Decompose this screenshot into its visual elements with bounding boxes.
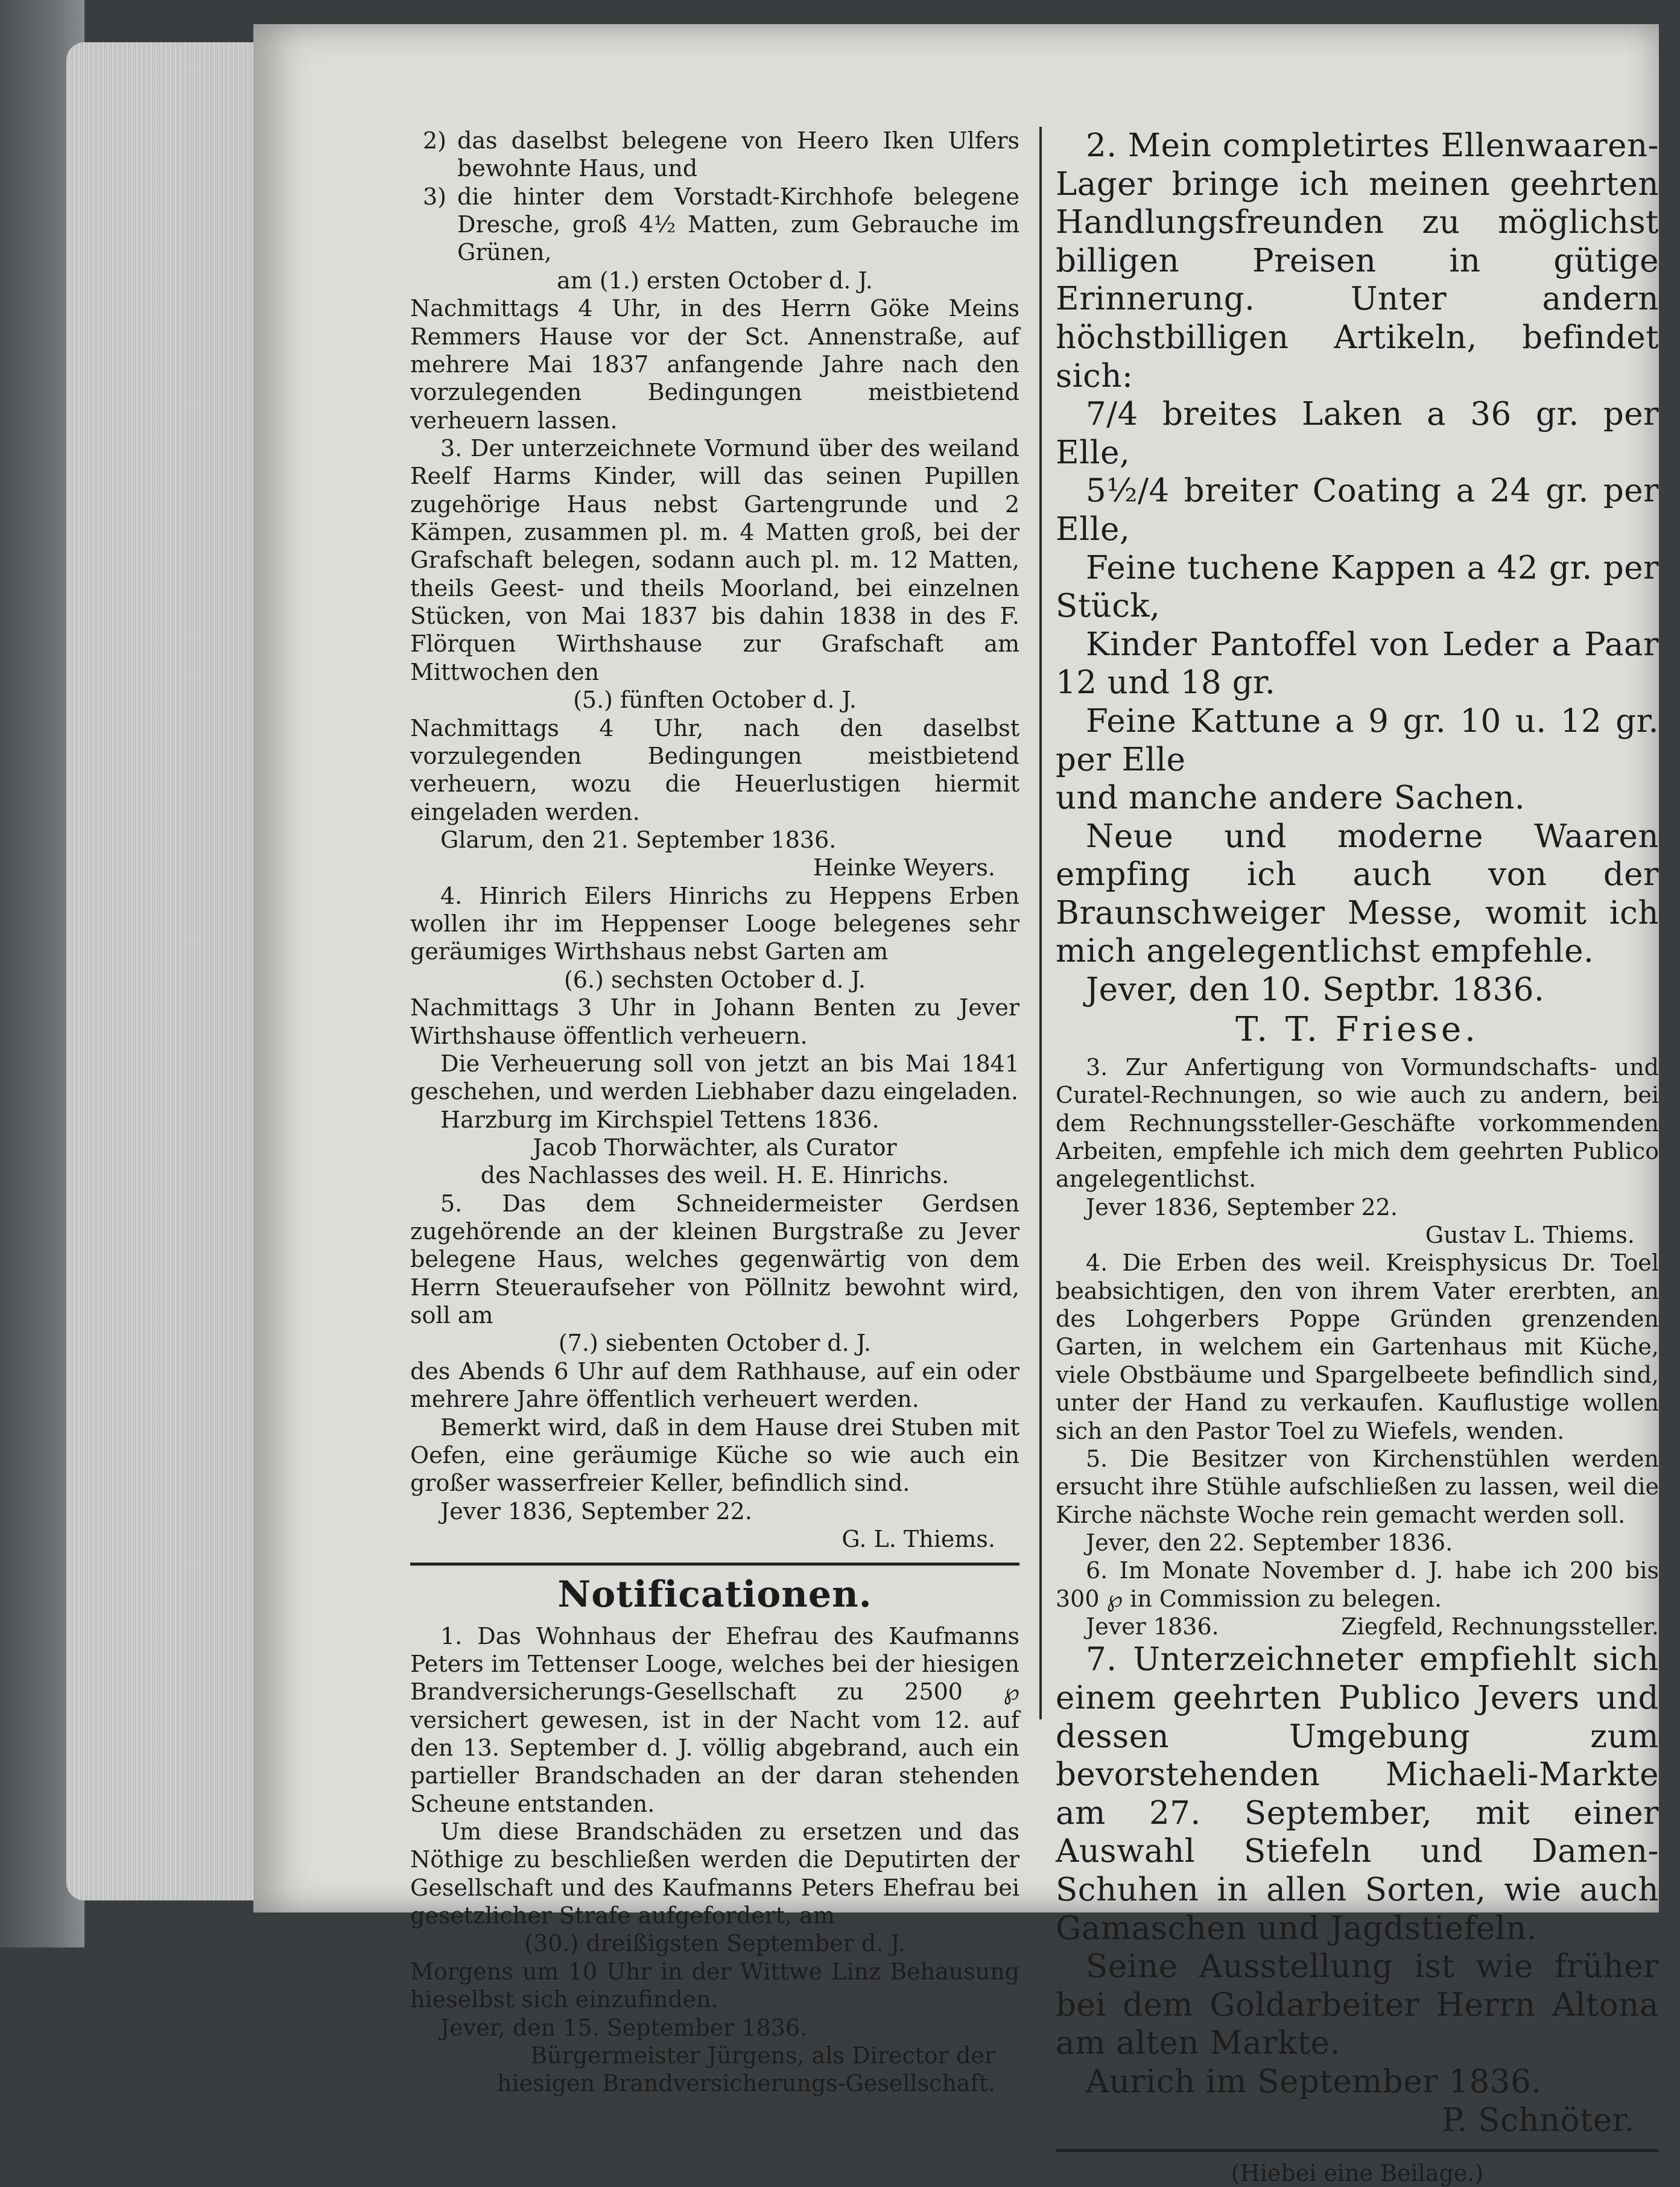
paragraph: 5. Die Besitzer von Kirchenstühlen werden ersucht ihre Stühle aufschließen zu lassen, weil die Kirche nächste Woche rein gemacht werden soll. xyxy=(1056,1445,1659,1528)
right-column xyxy=(1056,127,1659,2187)
date-line: (7.) siebenten October d. J. xyxy=(558,1330,872,1357)
item-text: das daselbst belegene von Heero Iken Ulfers bewohnte Haus, und xyxy=(457,127,1019,182)
price-line: Kinder Pantoffel von Leder a Paar 12 und 18 gr. xyxy=(1056,626,1659,702)
place-date: Jever, den 10. Septbr. 1836. xyxy=(1086,971,1545,1009)
advertisement: 7. Unterzeichneter empfiehlt sich einem geehrten Publico Jevers und dessen Umgebung zum bevorstehenden Michaeli-Markte am 27. September, mit einer Auswahl Stiefeln und Damen-Schuhen in allen Sorten, wie auch Gamaschen und Jagdstiefeln. xyxy=(1056,1641,1659,1947)
section-rule xyxy=(1056,2149,1659,2152)
list-item xyxy=(410,127,1019,183)
list-item xyxy=(410,183,1019,267)
signature: des Nachlasses des weil. H. E. Hinrichs. xyxy=(480,1162,949,1189)
paragraph: Die Verheuerung soll von jetzt an bis Mai 1841 geschehen, und werden Liebhaber dazu eingeladen. xyxy=(410,1050,1019,1105)
paragraph: 5. Das dem Schneidermeister Gerdsen zugehörende an der kleinen Burgstraße zu Jever belegene Haus, welches gegenwärtig von dem Herrn Steueraufseher von Pöllnitz bewohnt wird, soll am xyxy=(410,1190,1019,1329)
place-date: Jever 1836. xyxy=(1086,1613,1219,1640)
price-line: Feine Kattune a 9 gr. 10 u. 12 gr. per Elle xyxy=(1056,702,1659,778)
place-date: Jever, den 22. September 1836. xyxy=(1086,1529,1453,1556)
advertisement: Seine Ausstellung ist wie früher bei dem Goldarbeiter Herrn Altona am alten Markte. xyxy=(1056,1948,1659,2062)
paragraph: Nachmittags 3 Uhr in Johann Benten zu Jever Wirthshause öffentlich verheuern. xyxy=(410,994,1019,1049)
signature: T. T. Friese. xyxy=(1235,1009,1479,1049)
date-line: (6.) sechsten October d. J. xyxy=(563,966,866,993)
book-page-edges xyxy=(66,42,265,1900)
paragraph: 4. Hinrich Eilers Hinrichs zu Heppens Erben wollen ihr im Heppenser Looge belegenes sehr geräumiges Wirthshaus nebst Garten am xyxy=(410,882,1019,965)
date-line: (30.) dreißigsten September d. J. xyxy=(524,1930,905,1957)
place-date: Harzburg im Kirchspiel Tettens 1836. xyxy=(440,1106,880,1133)
date-line: am (1.) ersten October d. J. xyxy=(557,267,873,294)
signature: Gustav L. Thiems. xyxy=(1425,1222,1635,1248)
signature: Heinke Weyers. xyxy=(813,854,995,881)
advertisement: Neue und moderne Waaren empfing ich auch von der Braunschweiger Messe, womit ich mich angelegentlichst empfehle. xyxy=(1056,817,1659,970)
column-divider xyxy=(1039,127,1042,1719)
price-line: 7/4 breites Laken a 36 gr. per Elle, xyxy=(1056,396,1659,471)
price-line: 5½/4 breiter Coating a 24 gr. per Elle, xyxy=(1056,472,1659,548)
place-date: Glarum, den 21. September 1836. xyxy=(440,826,837,853)
price-line: Feine tuchene Kappen a 42 gr. per Stück, xyxy=(1056,549,1659,625)
paragraph: Bemerkt wird, daß in dem Hause drei Stuben mit Oefen, eine geräumige Küche so wie auch ein großer wasserfreier Keller, befindlich sind. xyxy=(410,1414,1019,1497)
paragraph: Nachmittags 4 Uhr, in des Herrn Göke Meins Remmers Hause vor der Sct. Annenstraße, auf mehrere Mai 1837 anfangende Jahre nach den vorzulegenden Bedingungen meistbietend verheuern lassen. xyxy=(410,295,1019,434)
place-date: Aurich im September 1836. xyxy=(1086,2063,1542,2100)
place-date: Jever, den 15. September 1836. xyxy=(440,2014,808,2041)
signature: Bürgermeister Jürgens, als Director der xyxy=(530,2042,995,2069)
left-column xyxy=(410,127,1019,2098)
paragraph: Um diese Brandschäden zu ersetzen und das Nöthige zu beschließen werden die Deputirten der Gesellschaft und des Kaufmanns Peters Ehefrau bei gesetzlicher Strafe aufgefordert, am xyxy=(410,1818,1019,1929)
section-heading: Notificationen. xyxy=(557,1573,872,1616)
footer-note: (Hiebei eine Beilage.) xyxy=(1231,2160,1484,2187)
signature: Jacob Thorwächter, als Curator xyxy=(533,1134,897,1161)
signature-row xyxy=(1056,1613,1659,1640)
paragraph: des Abends 6 Uhr auf dem Rathhause, auf ein oder mehrere Jahre öffentlich verheuert werden. xyxy=(410,1357,1019,1413)
section-rule xyxy=(410,1563,1019,1566)
paragraph: 1. Das Wohnhaus der Ehefrau des Kaufmanns Peters im Tettenser Looge, welches bei der hiesigen Brandversicherungs-Gesellschaft zu 2500 ℘ versichert gewesen, ist in der Nacht vom 12. auf den 13. September d. J. völlig abgebrand, auch ein partieller Brandschaden an der daran stehenden Scheune entstanden. xyxy=(410,1622,1019,1817)
signature: Ziegfeld, Rechnungssteller. xyxy=(1341,1613,1659,1640)
signature: P. Schnöter. xyxy=(1442,2101,1635,2139)
price-line: und manche andere Sachen. xyxy=(1056,779,1526,817)
place-date: Jever 1836, September 22. xyxy=(440,1497,752,1525)
paragraph: 3. Zur Anfertigung von Vormundschafts- und Curatel-Rechnungen, so wie auch zu andern, bei dem Rechnungssteller-Geschäfte vorkommenden Arbeiten, empfehle ich mich dem geehrten Publico angelegentlichst. xyxy=(1056,1053,1659,1193)
item-text: die hinter dem Vorstadt-Kirchhofe belegene Dresche, groß 4½ Matten, zum Gebrauche im Grünen, xyxy=(457,183,1019,266)
paragraph: 3. Der unterzeichnete Vormund über des weiland Reelf Harms Kinder, will das seinen Pupillen zugehörige Haus nebst Gartengrunde und 2 Kämpen, zusammen pl. m. 4 Matten groß, bei der Grafschaft belegen, sodann auch pl. m. 12 Matten, theils Geest- und theils Moorland, bei einzelnen Stücken, von Mai 1837 bis dahin 1838 in des F. Flörquen Wirthshause zur Grafschaft am Mittwochen den xyxy=(410,434,1019,685)
item-number: 2) xyxy=(422,127,446,154)
date-line: (5.) fünften October d. J. xyxy=(573,687,857,714)
paragraph: Nachmittags 4 Uhr, nach den daselbst vorzulegenden Bedingungen meistbietend verheuern, wozu die Heuerlustigen hiermit eingeladen werden. xyxy=(410,714,1019,825)
paragraph: Morgens um 10 Uhr in der Wittwe Linz Behausung hieselbst sich einzufinden. xyxy=(410,1958,1019,2013)
item-number: 3) xyxy=(422,183,446,210)
place-date: Jever 1836, September 22. xyxy=(1086,1193,1398,1220)
signature: hiesigen Brandversicherungs-Gesellschaft. xyxy=(497,2070,995,2097)
paragraph: 6. Im Monate November d. J. habe ich 200 bis 300 ℘ in Commission zu belegen. xyxy=(1056,1557,1659,1612)
signature: G. L. Thiems. xyxy=(842,1525,995,1552)
paragraph: 4. Die Erben des weil. Kreisphysicus Dr. Toel beabsichtigen, den von ihrem Vater ererbten, an des Lohgerbers Poppe Gründen grenzenden Garten, in welchem ein Gartenhaus mit Küche, viele Obstbäume und Spargelbeete befindlich sind, unter der Hand zu verkaufen. Kauflustige wollen sich an den Pastor Toel zu Wiefels, wenden. xyxy=(1056,1249,1659,1444)
advertisement: 2. Mein completirtes Ellenwaaren-Lager bringe ich meinen geehrten Handlungsfreunden zu möglichst billigen Preisen in gütige Erinnerung. Unter andern höchstbilligen Artikeln, befindet sich: xyxy=(1056,127,1659,395)
